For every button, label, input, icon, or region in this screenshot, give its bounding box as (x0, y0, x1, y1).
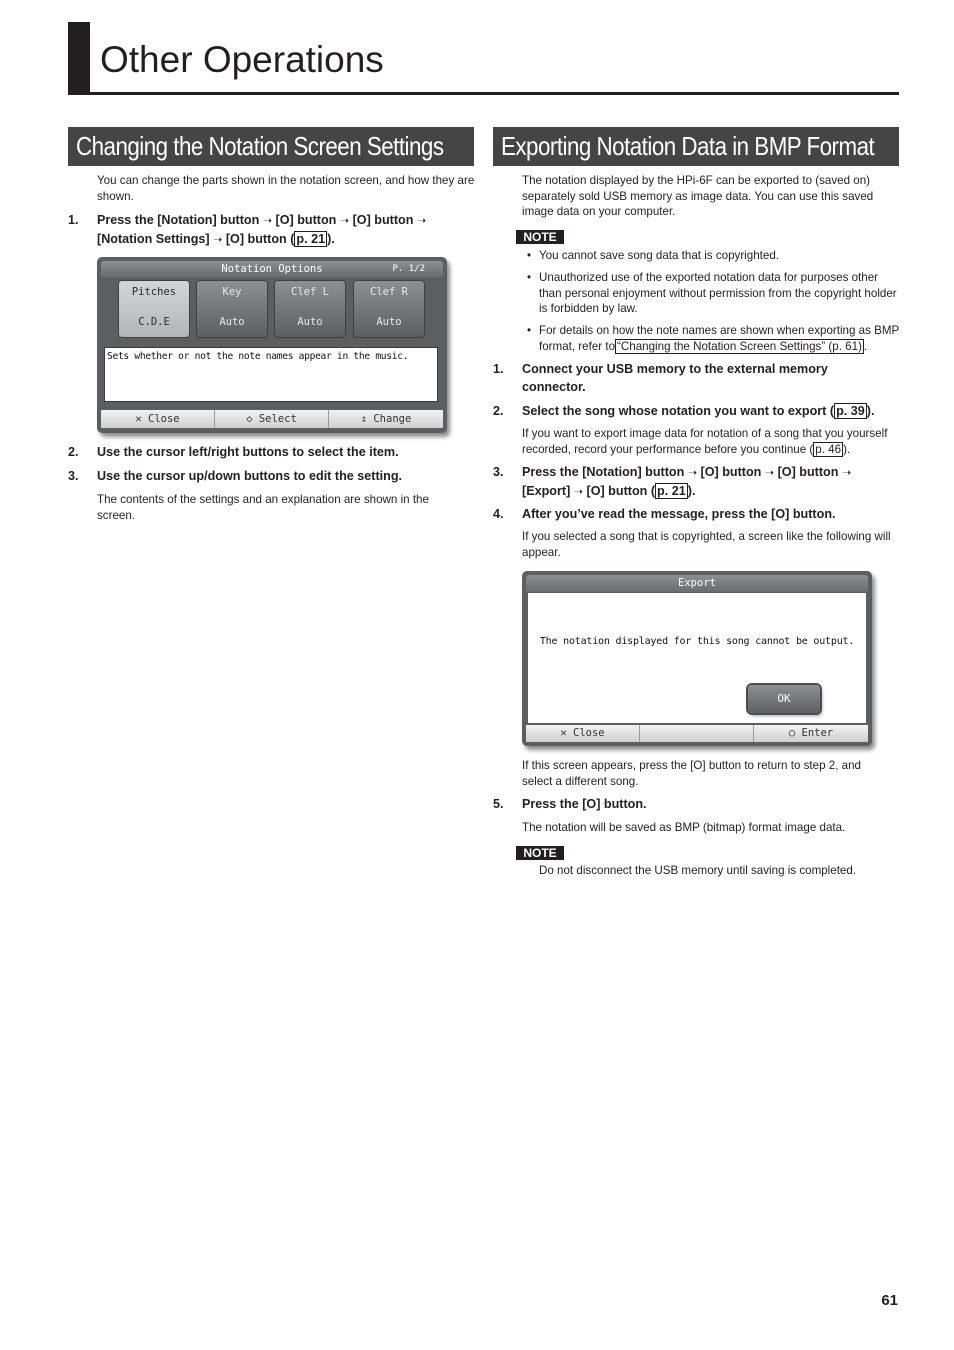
ok-button[interactable]: OK (748, 685, 820, 713)
error-message: The notation displayed for this song cannot be output. (539, 636, 855, 647)
tile-value: Auto (297, 316, 323, 328)
option-tile-clef-l[interactable] (274, 280, 346, 338)
step-number: 2. (493, 404, 504, 418)
description-text: Sets whether or not the note names appear in the music. (107, 351, 409, 362)
footer-close[interactable]: ✕ Close (526, 725, 640, 742)
step-number: 3. (493, 465, 504, 479)
step-1-instruction (97, 212, 477, 249)
tile-label: Clef R (370, 286, 408, 298)
step-4-description: If you selected a song that is copyrighted, a screen like the following will appear. (522, 530, 891, 559)
note-text: Do not disconnect the USB memory until saving is completed. (539, 864, 857, 877)
page-number: 61 (881, 1292, 898, 1309)
tile-value: C.D.E (138, 316, 170, 328)
arrow-icon: ➝ (213, 233, 223, 246)
step-text: [O] button ( (225, 231, 295, 246)
step-4-instruction: After you’ve read the message, press the [O] button. (522, 507, 836, 521)
cursor-icon: ◇ (246, 413, 253, 425)
option-tile-pitches[interactable] (118, 280, 190, 338)
page-reference-link[interactable]: p. 21 (657, 483, 686, 498)
up-down-icon: ⇕ (360, 413, 368, 425)
note-item: • Unauthorized use of the exported notation data for purposes other than personal enjoyment without permission from the copyright holder is forbidden by law. (527, 271, 897, 315)
page-indicator: P. 1/2 (392, 264, 425, 274)
step-2-instruction: Use the cursor left/right buttons to select the item. (97, 445, 399, 459)
bullet-icon: • (527, 324, 532, 337)
section-heading-export-bmp: Exporting Notation Data in BMP Format (493, 127, 899, 166)
step-2-instruction: Select the song whose notation you want to export ( p. 39 ). (522, 404, 875, 418)
arrow-icon: ➝ (573, 485, 583, 498)
close-icon: ✕ (135, 413, 142, 425)
page-title: Other Operations (100, 39, 384, 80)
step-number: 1. (493, 362, 504, 376)
step-text: [Notation Settings] (97, 231, 210, 246)
step-5-instruction: Press the [O] button. (522, 797, 647, 811)
after-screen-text: If this screen appears, press the [O] button to return to step 2, and select a different song. (522, 759, 861, 788)
step-3-description: The contents of the settings and an explanation are shown in the screen. (97, 493, 429, 522)
arrow-icon: ➝ (687, 467, 698, 479)
arrow-icon: ➝ (841, 467, 852, 479)
export-screen (522, 571, 872, 746)
step-2-description: If you want to export image data for notation of a song that you yourself recorded, record your performance before you continue ( p. 46 ). (522, 427, 888, 456)
title-rule (68, 92, 899, 95)
step-number: 1. (68, 213, 79, 227)
note-item: • For details on how the note names are shown when exporting as BMP format, refer to “Changing the Notation Screen Settings” (p. 61) . (527, 324, 900, 353)
step-3-instruction: Use the cursor up/down buttons to edit the setting. (97, 469, 403, 483)
step-number: 3. (68, 469, 79, 483)
option-tile-clef-r[interactable] (353, 280, 425, 338)
section-heading-notation-settings: Changing the Notation Screen Settings (68, 127, 474, 166)
step-text: [O] button (275, 213, 337, 227)
step-5-description: The notation will be saved as BMP (bitmap) format image data. (522, 821, 846, 834)
tile-value: Auto (219, 316, 245, 328)
page-reference-link[interactable]: p. 39 (836, 404, 865, 418)
step-number: 2. (68, 445, 79, 459)
screen-titlebar: Export (526, 575, 868, 592)
intro-text: The notation displayed by the HPi-6F can be exported to (saved on) separately sold USB memory as image data. You can use this saved image data on your computer. (522, 174, 874, 218)
tile-label: Key (222, 286, 242, 298)
step-number: 4. (493, 507, 504, 521)
screen-titlebar (101, 261, 443, 277)
description-box (104, 347, 438, 402)
tile-label: Clef L (291, 286, 329, 298)
message-area (528, 593, 866, 723)
footer-select[interactable]: ◇ Select (215, 410, 329, 428)
step-text: [O] button (352, 213, 414, 227)
step-1-instruction: Connect your USB memory to the external memory connector. (522, 362, 828, 394)
title-accent-bar (68, 22, 90, 94)
circle-icon: ○ (788, 727, 796, 739)
tile-value: Auto (376, 316, 402, 328)
close-icon: ✕ (560, 727, 567, 739)
step-text: ). (327, 231, 335, 246)
page-reference-link[interactable]: p. 21 (296, 231, 326, 246)
footer-close[interactable]: ✕ Close (101, 410, 215, 428)
bullet-icon: • (527, 249, 532, 262)
screen-title: Notation Options (221, 263, 323, 275)
step-text: Press the [Notation] button (97, 213, 260, 227)
footer-empty (640, 725, 754, 742)
footer-enter[interactable]: ○ Enter (788, 727, 834, 739)
screen-footer (101, 410, 443, 428)
arrow-icon: ➝ (262, 215, 273, 227)
intro-text: You can change the parts shown in the notation screen, and how they are shown. (97, 174, 475, 203)
arrow-icon: ➝ (416, 215, 427, 227)
note-badge: NOTE (516, 230, 564, 244)
bullet-icon: • (527, 271, 532, 284)
note-item: • You cannot save song data that is copyrighted. (527, 249, 779, 262)
arrow-icon: ➝ (339, 215, 350, 227)
notation-options-screen (97, 257, 447, 433)
screen-footer (526, 725, 868, 742)
arrow-icon: ➝ (764, 467, 775, 479)
footer-change[interactable]: ⇕ Change (360, 413, 412, 425)
tile-label: Pitches (131, 286, 177, 298)
step-number: 5. (493, 797, 504, 811)
step-3-instruction: Press the [Notation] button ➝ [O] button ➝ [O] button ➝ [Export] ➝ [O] button ( p. 21 ). (522, 465, 852, 498)
note-badge: NOTE (516, 846, 564, 860)
cross-reference-link[interactable]: “Changing the Notation Screen Settings” (p. 61) (617, 339, 862, 353)
option-tile-key[interactable] (196, 280, 268, 338)
page-reference-link[interactable]: p. 46 (815, 442, 842, 456)
